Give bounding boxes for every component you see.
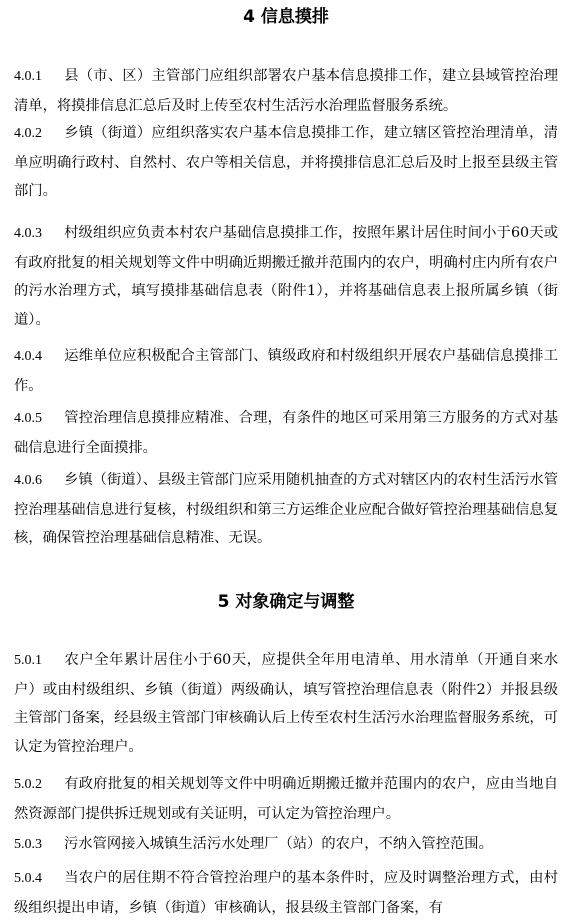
clause-text: 县（市、区）主管部门应组织部署农户基本信息摸排工作，建立县域管控治理清单，将摸排信息汇总后及时上传至农村生活污水治理监督服务系统。 bbox=[14, 68, 558, 114]
section-4-heading: 4 信息摸排 bbox=[243, 7, 329, 27]
clause-number: 4.0.6 bbox=[14, 473, 42, 488]
clause-number: 4.0.1 bbox=[14, 69, 42, 84]
clause-number: 5.0.1 bbox=[14, 653, 42, 668]
clause-text: 有政府批复的相关规划等文件中明确近期搬迁撤并范围内的农户，应由当地自然资源部门提供拆迁规划或有关证明，可认定为管控治理户。 bbox=[14, 776, 558, 822]
clause-number: 5.0.4 bbox=[14, 871, 42, 886]
clause-number: 4.0.4 bbox=[14, 349, 42, 364]
clause-text: 乡镇（街道）应组织落实农户基本信息摸排工作，建立辖区管控治理清单，清单应明确行政村、自然村、农户等相关信息，并将摸排信息汇总后及时上报至县级主管部门。 bbox=[14, 125, 558, 199]
clause-4-0-1 bbox=[14, 62, 558, 120]
clause-4-0-2 bbox=[14, 119, 558, 206]
clause-number: 4.0.2 bbox=[14, 126, 42, 141]
clause-text: 村级组织应负责本村农户基础信息摸排工作，按照年累计居住时间小于60天或有政府批复的相关规划等文件中明确近期搬迁撤并范围内的农户，明确村庄内所有农户的污水治理方式，填写摸排基础信息表（附件1），并将基础信息表上报所属乡镇（街道）。 bbox=[14, 225, 558, 328]
clause-text: 污水管网接入城镇生活污水处理厂（站）的农户，不纳入管控范围。 bbox=[64, 836, 493, 852]
clause-text: 农户全年累计居住小于60天，应提供全年用电清单、用水清单（开通自来水户）或由村级组织、乡镇（街道）两级确认，填写管控治理信息表（附件2）并报县级主管部门备案，经县级主管部门审核确认后上传至农村生活污水治理监督服务系统，可认定为管控治理户。 bbox=[14, 652, 558, 755]
clause-number: 4.0.3 bbox=[14, 226, 42, 241]
section-5-heading: 5 对象确定与调整 bbox=[217, 592, 355, 612]
clause-number: 5.0.3 bbox=[14, 837, 42, 852]
clause-text: 乡镇（街道）、县级主管部门应采用随机抽查的方式对辖区内的农村生活污水管控治理基础信息进行复核，村级组织和第三方运维企业应配合做好管控治理基础信息复核，确保管控治理基础信息精准、无误。 bbox=[14, 472, 558, 546]
clause-4-0-4 bbox=[14, 342, 558, 400]
clause-5-0-4 bbox=[14, 864, 558, 922]
clause-4-0-6 bbox=[14, 466, 558, 553]
clause-number: 5.0.2 bbox=[14, 777, 42, 792]
clause-5-0-1 bbox=[14, 646, 558, 761]
clause-5-0-3 bbox=[14, 830, 558, 860]
clause-text: 当农户的居住期不符合管控治理户的基本条件时，应及时调整治理方式，由村级组织提出申请，乡镇（街道）审核确认，报县级主管部门备案，有 bbox=[14, 870, 558, 916]
clause-text: 运维单位应积极配合主管部门、镇级政府和村级组织开展农户基础信息摸排工作。 bbox=[14, 348, 558, 394]
clause-4-0-5 bbox=[14, 404, 558, 462]
clause-text: 管控治理信息摸排应精准、合理，有条件的地区可采用第三方服务的方式对基础信息进行全面摸排。 bbox=[14, 410, 558, 456]
clause-5-0-2 bbox=[14, 770, 558, 828]
clause-number: 4.0.5 bbox=[14, 411, 42, 426]
clause-4-0-3 bbox=[14, 219, 558, 334]
